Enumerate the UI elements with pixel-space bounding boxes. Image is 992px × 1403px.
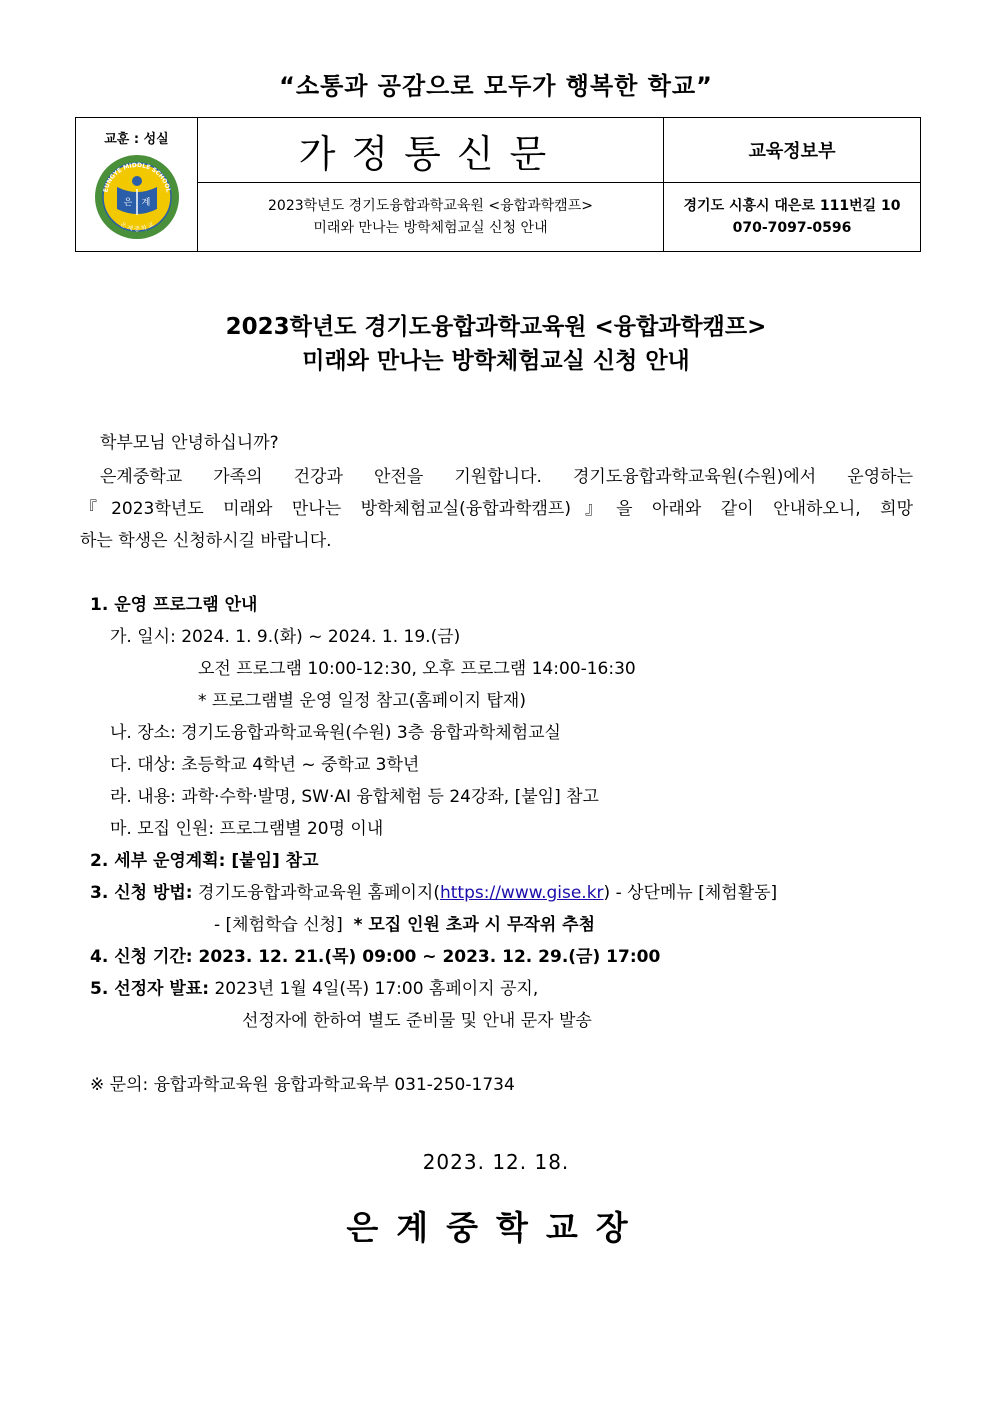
intro-line-1: 은계중학교 가족의 건강과 안전을 기원합니다. 경기도융합과학교육원(수원)에서 운영하는 — [100, 467, 913, 487]
intro-line-3: 하는 학생은 신청하시길 바랍니다. — [80, 531, 332, 551]
section-5-text: 2023년 1월 4일(목) 17:00 홈페이지 공지, — [214, 979, 539, 999]
intro-line-2: 『2023학년도 미래와 만나는 방학체험교실(융합과학캠프)』을 아래와 같이 안내하오니, 희망 — [80, 499, 913, 519]
section-3-menu: - [체험학습 신청] — [214, 915, 343, 935]
section-2 — [90, 846, 319, 876]
section-1-heading-text: 1. 운영 프로그램 안내 — [90, 595, 258, 615]
section-3 — [90, 878, 777, 908]
emblem-right-char: 계 — [141, 198, 150, 208]
document-body — [80, 0, 915, 1403]
section-3-text-2: ) - 상단메뉴 [체험활동] — [603, 883, 778, 903]
section-5-line-2: 선정자에 한하여 별도 준비물 및 안내 문자 발송 — [242, 1011, 592, 1031]
school-motto-label: 교훈 : 성실 — [104, 132, 169, 147]
section-5-label: 5. 선정자 발표: — [90, 979, 210, 999]
inquiry: ※ 문의: 융합과학교육원 융합과학교육부 031-250-1734 — [90, 1075, 515, 1095]
target: 다. 대상: 초등학교 4학년 ~ 중학교 3학년 — [110, 755, 420, 775]
subtitle-line-2: 미래와 만나는 방학체험교실 신청 안내 — [313, 220, 548, 236]
section-3-text-1: 경기도융합과학교육원 홈페이지( — [198, 883, 440, 903]
school-phone: 070-7097-0596 — [732, 220, 852, 236]
greeting: 학부모님 안녕하십니까? — [100, 433, 279, 453]
venue: 나. 장소: 경기도융합과학교육원(수원) 3층 융합과학체험교실 — [110, 723, 561, 743]
gise-homepage-link[interactable]: https://www.gise.kr — [439, 883, 604, 903]
emblem-top-text: EUNGYE MIDDLE SCHOOL — [101, 161, 172, 194]
schedule-note: * 프로그램별 운영 일정 참고(홈페이지 탑재) — [198, 691, 526, 711]
emblem-left-char: 은 — [123, 198, 132, 208]
section-5 — [90, 974, 538, 1004]
subtitle-line-1: 2023학년도 경기도융합과학교육원 <융합과학캠프> — [268, 198, 593, 214]
school-motto: “소통과 공감으로 모두가 행복한 학교” — [279, 72, 713, 100]
section-4-text: 4. 신청 기간: 2023. 12. 21.(목) 09:00 ~ 2023. 12. 29.(금) 17:00 — [90, 947, 661, 967]
document-title-line-1: 2023학년도 경기도융합과학교육원 <융합과학캠프> — [225, 314, 767, 340]
section-3-note: * 모집 인원 초과 시 무작위 추첨 — [353, 915, 596, 935]
newsletter-title: 가정통신문 — [198, 118, 664, 183]
section-4 — [90, 942, 660, 972]
school-address: 경기도 시흥시 대은로 111번길 10 — [683, 198, 901, 214]
schedule-times: 오전 프로그램 10:00-12:30, 오후 프로그램 14:00-16:30 — [198, 659, 636, 679]
schedule-dates: 가. 일시: 2024. 1. 9.(화) ~ 2024. 1. 19.(금) — [110, 627, 461, 647]
capacity: 마. 모집 인원: 프로그램별 20명 이내 — [110, 819, 384, 839]
section-3-label: 3. 신청 방법: — [90, 883, 193, 903]
principal-signature: 은계중학교장 — [346, 1208, 646, 1247]
emblem-bottom-text: 은 계 중 학 교 — [118, 221, 155, 233]
issue-date: 2023. 12. 18. — [422, 1150, 570, 1174]
content: 라. 내용: 과학·수학·발명, SW·AI 융합체험 등 24강좌, [붙임] 참고 — [110, 787, 599, 807]
section-2-text: 2. 세부 운영계획: [붙임] 참고 — [90, 851, 319, 871]
section-1-heading — [90, 590, 257, 620]
section-3-line-2 — [214, 910, 595, 940]
document-title-line-2: 미래와 만나는 방학체험교실 신청 안내 — [302, 348, 690, 374]
department-name: 교육정보부 — [664, 118, 921, 183]
